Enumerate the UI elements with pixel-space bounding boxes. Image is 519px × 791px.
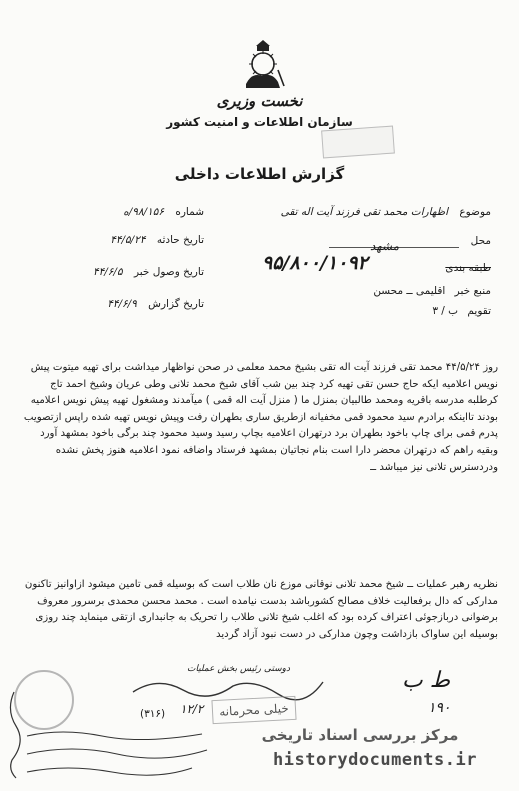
initials-note: ط ب xyxy=(402,668,451,693)
subject-value: اظهارات محمد تقی فرزند آیت اله تقی xyxy=(280,206,448,218)
event-date-row xyxy=(64,234,204,246)
ministry-name: نخست وزیری xyxy=(216,92,303,110)
rating-label: تقویم xyxy=(467,305,491,317)
report-body xyxy=(22,360,498,572)
organization-name: سازمان اطلاعات و امنیت کشور xyxy=(166,115,353,129)
reference-number: (۳۱۶) xyxy=(140,708,166,720)
bottom-handwriting-icon xyxy=(22,726,212,782)
event-date-label: تاریخ حادثه xyxy=(156,234,204,246)
place-value: مشهد xyxy=(370,239,399,253)
source-value: اقلیمی ــ محسن xyxy=(373,285,446,297)
signature-line: دوستی رئیس بخش عملیات xyxy=(186,664,290,674)
confidential-stamp: خیلی محرمانه xyxy=(211,696,296,724)
page-title: گزارش اطلاعات داخلی xyxy=(174,165,345,183)
classification-number: ۹۵/۸۰۰/۱۰۹۲ xyxy=(262,252,368,274)
subject-row xyxy=(281,206,491,218)
place-row xyxy=(471,235,491,247)
operations-opinion xyxy=(22,577,498,667)
watermark-url: historydocuments.ir xyxy=(273,750,477,770)
received-date-value: ۴۴/۶/۵ xyxy=(92,266,123,278)
subject-label: موضوع xyxy=(459,206,491,218)
page-number-note: ۱۹۰ xyxy=(428,700,451,716)
event-date-value: ۴۴/۵/۲۴ xyxy=(110,234,146,246)
rating-row xyxy=(432,305,491,317)
rating-value: ب / ۳ xyxy=(432,305,459,317)
report-date-row xyxy=(46,298,204,310)
fraction-note: ۱۲/۲ xyxy=(180,702,204,716)
number-row xyxy=(64,206,204,218)
source-row xyxy=(373,285,491,297)
code-label: طبقه بندی xyxy=(445,262,491,274)
report-date-label: تاریخ گزارش xyxy=(148,298,204,310)
number-label: شماره xyxy=(175,206,204,218)
watermark-title: مرکز بررسی اسناد تاریخی xyxy=(261,726,459,744)
body-paragraph-1: روز ۴۴/۵/۲۴ محمد تقی فرزند آیت اله تقی بشیخ محمد معلمی در صحن نواظهار میداشت برای تهیه میتوت پیش نویس اعلامیه ایکه حاج حسن تقی تهیه کرد چند بین شب آقای شیخ محمد تلانی وطی عریان وشیخ احمد تاج کرطلبه مدرسه باقریه ومحمد طالبیان بمنزل ما ( منزل آیت اله قمی ) میآمدند ومشغول تهیه پیش نویس اعلامیه بودند تااینکه برادرم سید محمود قمی مخفیانه ازطریق ساری بطهران رفت وپیش نویس تهیه شده راپس ازتصویب پدرم قمی برای چاپ باخود بطهران برد درتهران اعلامیه بچاپ رسید وسید محمود چند برگی باخود بمشهد آورد وبقیه راهم که درتهران محضر دارا است بنام نجاتیان بمشهد فرستاد واضافه نمود اعلامیه هنوز پخش نشده ودردسترس تلانی نیز میباشد ــ xyxy=(23,362,498,473)
faded-stamp xyxy=(321,126,395,159)
report-date-value: ۴۴/۶/۹ xyxy=(107,298,137,310)
number-value: ۹۸/۱۵۶/ه xyxy=(123,206,165,218)
place-label: محل xyxy=(470,235,491,247)
source-label: منبع خبر xyxy=(454,285,491,297)
received-date-row xyxy=(46,266,204,278)
handwritten-signature-icon xyxy=(128,672,328,702)
lion-and-sun-emblem-icon xyxy=(238,38,288,90)
body-paragraph-2: نظریه رهبر عملیات ــ شیخ محمد تلانی نوقانی موزع نان طلاب است که بوسیله قمی تامین میشود ازاوانیز تاکنون مدارکی که دال برفعالیت خلاف مصالح کشورباشد بدست نیامده است . محمد محسن محمدی برسرور معروف برضوانی دربازجوئی اعتراف کرده بود که اغلب شیخ تلانی طلاب را تحریک به جانبداری ازتقی مینماید چند روزی بوسیله این ساواک بازداشت وچون مدارکی در دست نبود آزاد گردید xyxy=(24,579,498,640)
received-date-label: تاریخ وصول خبر xyxy=(133,266,204,278)
